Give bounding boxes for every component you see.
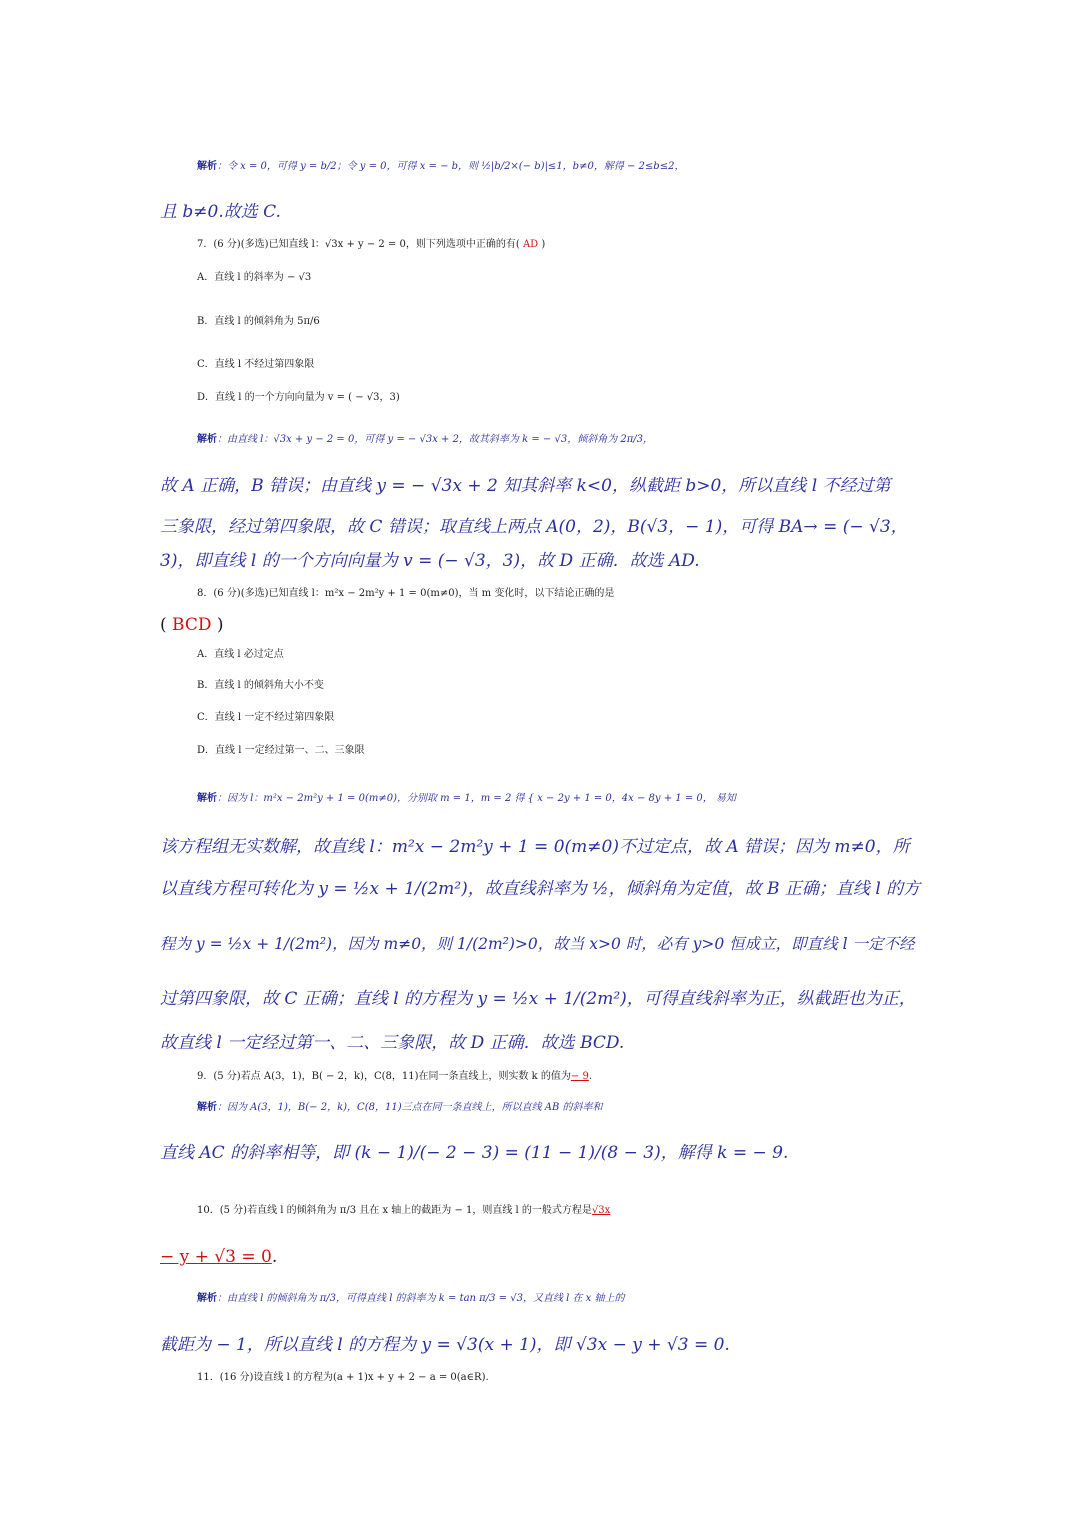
- solution-label: 解析: [197, 1102, 217, 1113]
- q6-solution-line: 解析：令 x = 0，可得 y = b/2；令 y = 0，可得 x = − b，则 ½|b/2×(− b)|≤1，b≠0，解得 − 2≤b≤2，: [197, 161, 685, 172]
- q8-solution-line: 该方程组无实数解，故直线 l：m²x − 2m²y + 1 = 0(m≠0)不过定点，故 A 错误；因为 m≠0，所: [160, 837, 910, 857]
- q7-stem: 7．(6 分)(多选)已知直线 l：√3x + y − 2 = 0，则下列选项中正确的有( AD ): [197, 239, 546, 250]
- q8-answer-line: ( BCD ): [160, 615, 224, 635]
- q9-answer: − 9: [570, 1071, 589, 1082]
- q8-option: C．直线 l 一定不经过第四象限: [197, 712, 335, 723]
- solution-label: 解析: [197, 434, 217, 445]
- q8-solution-line: 故直线 l 一定经过第一、二、三象限，故 D 正确．故选 BCD.: [160, 1033, 625, 1053]
- q7-option: B．直线 l 的倾斜角为 5π/6: [197, 316, 320, 327]
- q7-solution-line: 故 A 正确，B 错误；由直线 y = − √3x + 2 知其斜率 k<0，纵截距 b>0，所以直线 l 不经过第: [160, 476, 891, 496]
- q7-option: A．直线 l 的斜率为 − √3: [197, 272, 312, 283]
- q8-solution-line: 过第四象限，故 C 正确；直线 l 的方程为 y = ½x + 1/(2m²)，可得直线斜率为正，纵截距也为正，: [160, 989, 916, 1009]
- q8-option: B．直线 l 的倾斜角大小不变: [197, 680, 324, 691]
- q8-solution-line: 程为 y = ½x + 1/(2m²)，因为 m≠0，则 1/(2m²)>0，故当 x>0 时，必有 y>0 恒成立，即直线 l 一定不经: [160, 935, 915, 953]
- q7-solution-line: 三象限，经过第四象限，故 C 错误；取直线上两点 A(0，2)，B(√3，− 1)，可得 BA→ = (− √3，: [160, 517, 908, 537]
- q8-stem: 8．(6 分)(多选)已知直线 l：m²x − 2m²y + 1 = 0(m≠0)，当 m 变化时，以下结论正确的是: [197, 588, 615, 599]
- q7-option: D．直线 l 的一个方向向量为 v = ( − √3，3): [197, 392, 400, 403]
- q8-answer: BCD: [172, 615, 212, 635]
- q6-solution-line: 且 b≠0.故选 C.: [160, 202, 281, 222]
- q10-stem: 10．(5 分)若直线 l 的倾斜角为 π/3 且在 x 轴上的截距为 − 1，则直线 l 的一般式方程是√3x: [197, 1205, 611, 1216]
- q7-option: C．直线 l 不经过第四象限: [197, 359, 315, 370]
- q9-solution-line: 解析：因为 A(3，1)，B(− 2，k)，C(8，11)三点在同一条直线上，所以直线 AB 的斜率和: [197, 1102, 603, 1113]
- q10-solution-line: 解析：由直线 l 的倾斜角为 π/3，可得直线 l 的斜率为 k = tan π/3 = √3，又直线 l 在 x 轴上的: [197, 1293, 625, 1304]
- solution-label: 解析: [197, 161, 217, 172]
- q10-solution-line: 截距为 − 1，所以直线 l 的方程为 y = √3(x + 1)，即 √3x − y + √3 = 0.: [160, 1335, 730, 1355]
- q8-option: A．直线 l 必过定点: [197, 649, 284, 660]
- q10-answer-line: − y + √3 = 0.: [160, 1247, 278, 1267]
- q9-solution-line: 直线 AC 的斜率相等，即 (k − 1)/(− 2 − 3) = (11 − 1)/(8 − 3)，解得 k = − 9.: [160, 1143, 789, 1163]
- q7-solution-line: 3)，即直线 l 的一个方向向量为 v = (− √3，3)，故 D 正确．故选 AD.: [160, 551, 700, 571]
- solution-label: 解析: [197, 1293, 217, 1304]
- q10-answer-part: √3x: [591, 1205, 611, 1216]
- q7-solution-line: 解析：由直线 l：√3x + y − 2 = 0，可得 y = − √3x + 2，故其斜率为 k = − √3，倾斜角为 2π/3，: [197, 434, 654, 445]
- q9-stem: 9．(5 分)若点 A(3，1)，B( − 2，k)，C(8，11)在同一条直线上，则实数 k 的值为− 9.: [197, 1071, 593, 1082]
- q8-solution-line: 解析：因为 l：m²x − 2m²y + 1 = 0(m≠0)，分别取 m = 1，m = 2 得 { x − 2y + 1 = 0，4x − 8y + 1 = 0， 易知: [197, 793, 736, 804]
- q10-answer-part: − y + √3 = 0: [160, 1247, 272, 1267]
- q11-stem: 11．(16 分)设直线 l 的方程为(a + 1)x + y + 2 − a = 0(a∈R).: [197, 1372, 489, 1383]
- q8-solution-line: 以直线方程可转化为 y = ½x + 1/(2m²)，故直线斜率为 ½，倾斜角为定值，故 B 正确；直线 l 的方: [160, 879, 921, 899]
- q7-answer: AD: [522, 239, 539, 250]
- solution-label: 解析: [197, 793, 217, 804]
- q8-option: D．直线 l 一定经过第一、二、三象限: [197, 745, 365, 756]
